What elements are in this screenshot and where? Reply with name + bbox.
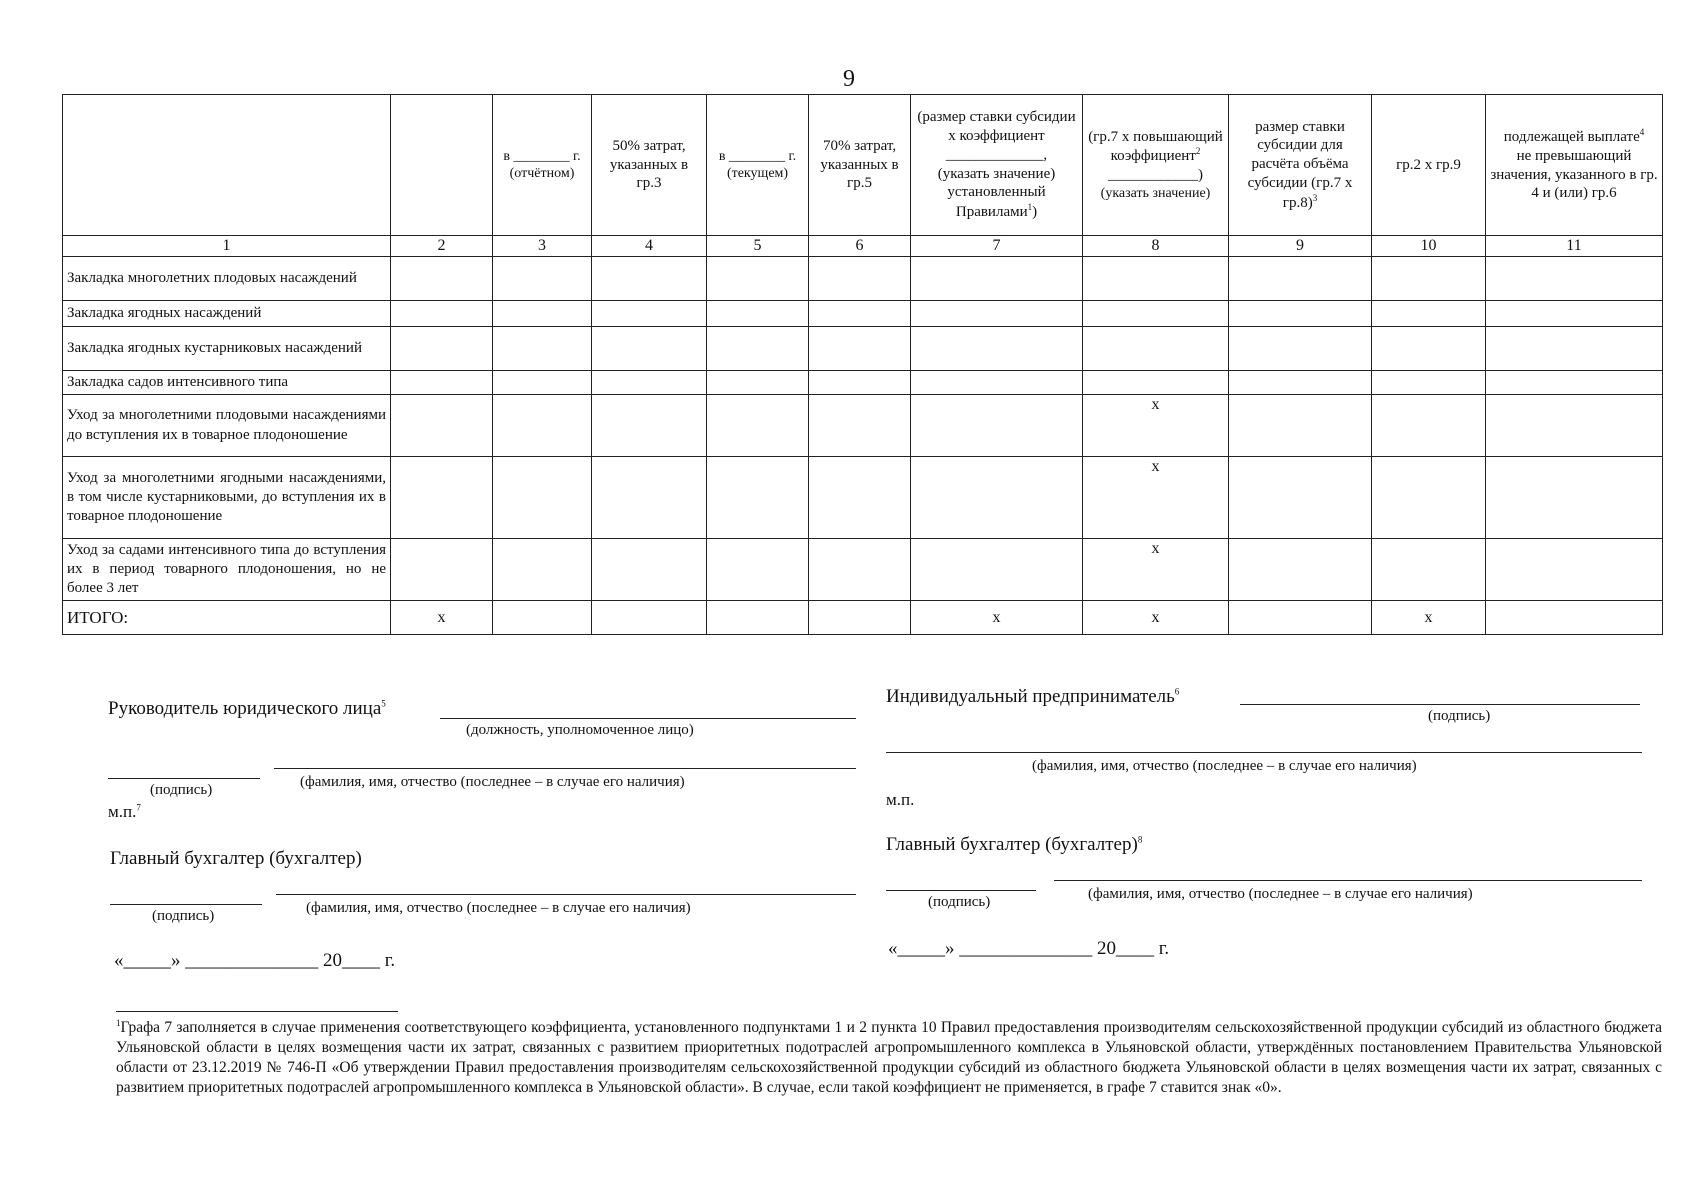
table-cell[interactable] [707, 257, 809, 301]
column-number: 5 [707, 236, 809, 257]
chief-accountant-title-left: Главный бухгалтер (бухгалтер) [110, 848, 362, 869]
table-cell[interactable]: х [1083, 539, 1229, 601]
total-cell[interactable] [493, 601, 592, 635]
table-row [63, 457, 1663, 539]
table-row [63, 301, 1663, 327]
column-number: 11 [1486, 236, 1663, 257]
header-col-7 [911, 95, 1083, 236]
footnote-ref-1: 1 [1027, 202, 1033, 212]
header-col-3-year: в ________ г. [503, 148, 581, 164]
total-cell[interactable] [592, 601, 707, 635]
table-cell[interactable] [391, 327, 493, 371]
total-cell: х [1083, 601, 1229, 635]
header-col-7-close: ) [1032, 204, 1038, 220]
table-cell[interactable] [1083, 371, 1229, 395]
total-cell[interactable] [1486, 601, 1663, 635]
table-cell[interactable] [707, 301, 809, 327]
table-cell[interactable] [1229, 327, 1372, 371]
subsidy-calculation-table [62, 94, 1663, 635]
table-cell[interactable] [809, 301, 911, 327]
table-cell[interactable] [493, 371, 592, 395]
table-cell[interactable] [1372, 457, 1486, 539]
header-col-5-sub: (текущем) [726, 166, 789, 181]
table-cell[interactable] [809, 327, 911, 371]
column-number: 8 [1083, 236, 1229, 257]
header-col-11-b: не превышающий значения, указанного в гр. 4 и (или) гр.6 [1490, 147, 1658, 202]
header-col-4: 50% затрат, указанных в гр.3 [592, 95, 707, 236]
table-cell[interactable] [809, 257, 911, 301]
table-cell[interactable] [592, 395, 707, 457]
header-col-5 [707, 95, 809, 236]
table-cell[interactable] [911, 327, 1083, 371]
table-cell[interactable] [707, 395, 809, 457]
head-position-line[interactable] [440, 718, 856, 719]
header-col-2 [391, 95, 493, 236]
table-cell[interactable] [809, 371, 911, 395]
total-cell[interactable] [809, 601, 911, 635]
table-cell[interactable] [809, 395, 911, 457]
header-col-8 [1083, 95, 1229, 236]
column-number: 4 [592, 236, 707, 257]
table-cell[interactable] [1486, 539, 1663, 601]
stamp-place-right: м.п. [886, 790, 915, 809]
entrepreneur-signature-line[interactable] [1240, 704, 1640, 705]
row-label: Закладка ягодных кустарниковых насаждений [63, 327, 391, 371]
table-cell[interactable] [1229, 457, 1372, 539]
header-col-6: 70% затрат, указанных в гр.5 [809, 95, 911, 236]
table-cell[interactable] [1486, 395, 1663, 457]
table-row [63, 371, 1663, 395]
table-cell[interactable] [1083, 327, 1229, 371]
entrepreneur-name-caption: (фамилия, имя, отчество (последнее – в случае его наличия) [1032, 758, 1417, 774]
table-cell[interactable] [592, 457, 707, 539]
table-cell[interactable] [1486, 327, 1663, 371]
header-col-11 [1486, 95, 1663, 236]
row-label: Закладка садов интенсивного типа [63, 371, 391, 395]
table-cell[interactable] [911, 457, 1083, 539]
accountant-signature-line-right[interactable] [886, 890, 1036, 891]
accountant-signature-caption-left: (подпись) [152, 908, 215, 924]
table-row [63, 327, 1663, 371]
table-cell[interactable] [391, 301, 493, 327]
header-col-8-a: (гр.7 х повышающий коэффициент [1088, 128, 1223, 165]
table-row [63, 395, 1663, 457]
footnote-ref-3: 3 [1312, 192, 1318, 203]
head-name-caption: (фамилия, имя, отчество (последнее – в случае его наличия) [300, 774, 685, 790]
table-cell[interactable] [911, 301, 1083, 327]
header-row [63, 95, 1663, 236]
table-cell[interactable] [1486, 257, 1663, 301]
column-number: 10 [1372, 236, 1486, 257]
date-field-right[interactable]: «_____» ______________ 20____ г. [888, 938, 1170, 959]
table-cell[interactable] [1083, 257, 1229, 301]
accountant-name-line-left[interactable] [276, 894, 856, 895]
row-label: Уход за садами интенсивного типа до вступления их в период товарного плодоношения, но не более 3 лет [63, 539, 391, 601]
header-col-7-a: (размер ставки субсидии х коэффициент [917, 109, 1076, 144]
accountant-name-caption-right: (фамилия, имя, отчество (последнее – в случае его наличия) [1088, 886, 1473, 902]
entrepreneur-signature-caption: (подпись) [1428, 708, 1491, 724]
table-cell[interactable] [1372, 371, 1486, 395]
header-col-1 [63, 95, 391, 236]
chief-accountant-title-right: Главный бухгалтер (бухгалтер)$^8$ [886, 834, 1143, 855]
column-number-row [63, 236, 1663, 257]
column-number: 7 [911, 236, 1083, 257]
row-label: Закладка ягодных насаждений [63, 301, 391, 327]
table-cell[interactable] [391, 457, 493, 539]
table-cell[interactable]: х [1083, 395, 1229, 457]
table-row [63, 257, 1663, 301]
date-field-left[interactable]: «_____» ______________ 20____ г. [114, 950, 396, 971]
table-cell[interactable] [1372, 539, 1486, 601]
table-cell[interactable] [911, 257, 1083, 301]
table-row [63, 539, 1663, 601]
table-cell[interactable] [493, 327, 592, 371]
table-cell[interactable] [1486, 457, 1663, 539]
column-number: 3 [493, 236, 592, 257]
table-cell[interactable] [592, 257, 707, 301]
table-cell[interactable] [493, 395, 592, 457]
table-cell[interactable] [391, 395, 493, 457]
table-cell[interactable] [391, 539, 493, 601]
footnote-ref-2: 2 [1195, 146, 1201, 157]
header-col-3 [493, 95, 592, 236]
header-col-8-b: (указать значение) [1100, 185, 1211, 201]
column-number: 1 [63, 236, 391, 257]
total-cell: х [911, 601, 1083, 635]
header-col-7-c: установленный Правилами [947, 184, 1046, 220]
table-cell[interactable] [1372, 395, 1486, 457]
table-cell[interactable] [707, 457, 809, 539]
header-col-9-a: размер ставки субсидии для расчёта объёма субсидии (гр.7 х гр.8) [1247, 118, 1353, 211]
table-cell[interactable] [809, 457, 911, 539]
table-cell[interactable] [1229, 395, 1372, 457]
accountant-signature-caption-right: (подпись) [928, 894, 991, 910]
table-cell[interactable] [1486, 301, 1663, 327]
page-number: 9 [843, 66, 855, 92]
column-number: 6 [809, 236, 911, 257]
accountant-name-line-right[interactable] [1054, 880, 1642, 881]
footnote-separator [116, 1011, 398, 1012]
total-row [63, 601, 1663, 635]
table-cell[interactable] [707, 539, 809, 601]
accountant-name-caption-left: (фамилия, имя, отчество (последнее – в случае его наличия) [306, 900, 691, 916]
total-label: ИТОГО: [63, 601, 391, 635]
table-cell[interactable] [493, 457, 592, 539]
header-col-7-blank: _____________, [945, 146, 1048, 163]
table-cell[interactable] [911, 371, 1083, 395]
table-cell[interactable] [1083, 301, 1229, 327]
total-cell[interactable] [1229, 601, 1372, 635]
column-number: 2 [391, 236, 493, 257]
table-cell[interactable] [493, 257, 592, 301]
head-signature-line[interactable] [108, 778, 260, 779]
table-cell[interactable]: х [1083, 457, 1229, 539]
table-cell[interactable] [391, 371, 493, 395]
table-cell[interactable] [1229, 301, 1372, 327]
header-col-3-sub: (отчётном) [509, 166, 575, 181]
head-signature-caption: (подпись) [150, 782, 213, 798]
footnote [116, 1018, 1662, 1097]
header-col-9 [1229, 95, 1372, 236]
stamp-place-left: м.п.$^7$ [108, 802, 141, 821]
footnote-ref-4: 4 [1639, 127, 1645, 137]
table-cell[interactable] [1229, 371, 1372, 395]
head-of-legal-entity-title: Руководитель юридического лица$^5$ [108, 698, 386, 719]
table-cell[interactable] [809, 539, 911, 601]
individual-entrepreneur-title: Индивидуальный предприниматель$^6$ [886, 686, 1180, 707]
header-col-8-blank: ____________) [1108, 167, 1203, 184]
table-cell[interactable] [911, 539, 1083, 601]
table-cell[interactable] [1229, 539, 1372, 601]
footnote-marker: 1 [116, 1018, 121, 1028]
header-col-7-b: (указать значение) [937, 165, 1056, 182]
total-cell: х [391, 601, 493, 635]
row-label: Уход за многолетними плодовыми насаждениями до вступления их в товарное плодоношение [63, 395, 391, 457]
head-position-caption: (должность, уполномоченное лицо) [466, 722, 694, 738]
table-cell[interactable] [493, 301, 592, 327]
row-label: Закладка многолетних плодовых насаждений [63, 257, 391, 301]
accountant-signature-line-left[interactable] [110, 904, 262, 905]
entrepreneur-name-line[interactable] [886, 752, 1642, 753]
table-cell[interactable] [1229, 257, 1372, 301]
table-cell[interactable] [592, 301, 707, 327]
column-number: 9 [1229, 236, 1372, 257]
total-cell[interactable] [707, 601, 809, 635]
table-cell[interactable] [592, 371, 707, 395]
table-cell[interactable] [1486, 371, 1663, 395]
header-col-5-year: в ________ г. [718, 148, 797, 164]
row-label: Уход за многолетними ягодными насаждениями, в том числе кустарниковыми, до вступления их в товарное плодоношение [63, 457, 391, 539]
table-cell[interactable] [493, 539, 592, 601]
table-cell[interactable] [391, 257, 493, 301]
table-cell[interactable] [592, 327, 707, 371]
head-name-line[interactable] [274, 768, 856, 769]
table-cell[interactable] [707, 371, 809, 395]
table-cell[interactable] [1372, 327, 1486, 371]
table-cell[interactable] [707, 327, 809, 371]
header-col-10: гр.2 х гр.9 [1372, 95, 1486, 236]
footnote-text: Графа 7 заполняется в случае применения соответствующего коэффициента, установленного подпунктами 1 и 2 пункта 10 Правил предоставления производителям сельскохозяйственной продукции субсидий из областного бюджета Ульяновской области в целях возмещения части их затрат, связанных с развитием приоритетных подотраслей агропромышленного комплекса в Ульяновской области, утверждённых постановлением Правительства Ульяновской области от 23.12.2019 № 746-П «Об утверждении Правил предоставления производителям сельскохозяйственной продукции субсидий из областного бюджета Ульяновской области в целях возмещения части их затрат, связанных с развитием приоритетных подотраслей агропромышленного комплекса в Ульяновской области». В случае, если такой коэффициент не применяется, в графе 7 ставится знак «0». [116, 1019, 1662, 1096]
header-col-11-a: подлежащей выплате [1503, 129, 1640, 145]
table-cell[interactable] [1372, 301, 1486, 327]
table-cell[interactable] [911, 395, 1083, 457]
total-cell: х [1372, 601, 1486, 635]
table-cell[interactable] [592, 539, 707, 601]
table-cell[interactable] [1372, 257, 1486, 301]
